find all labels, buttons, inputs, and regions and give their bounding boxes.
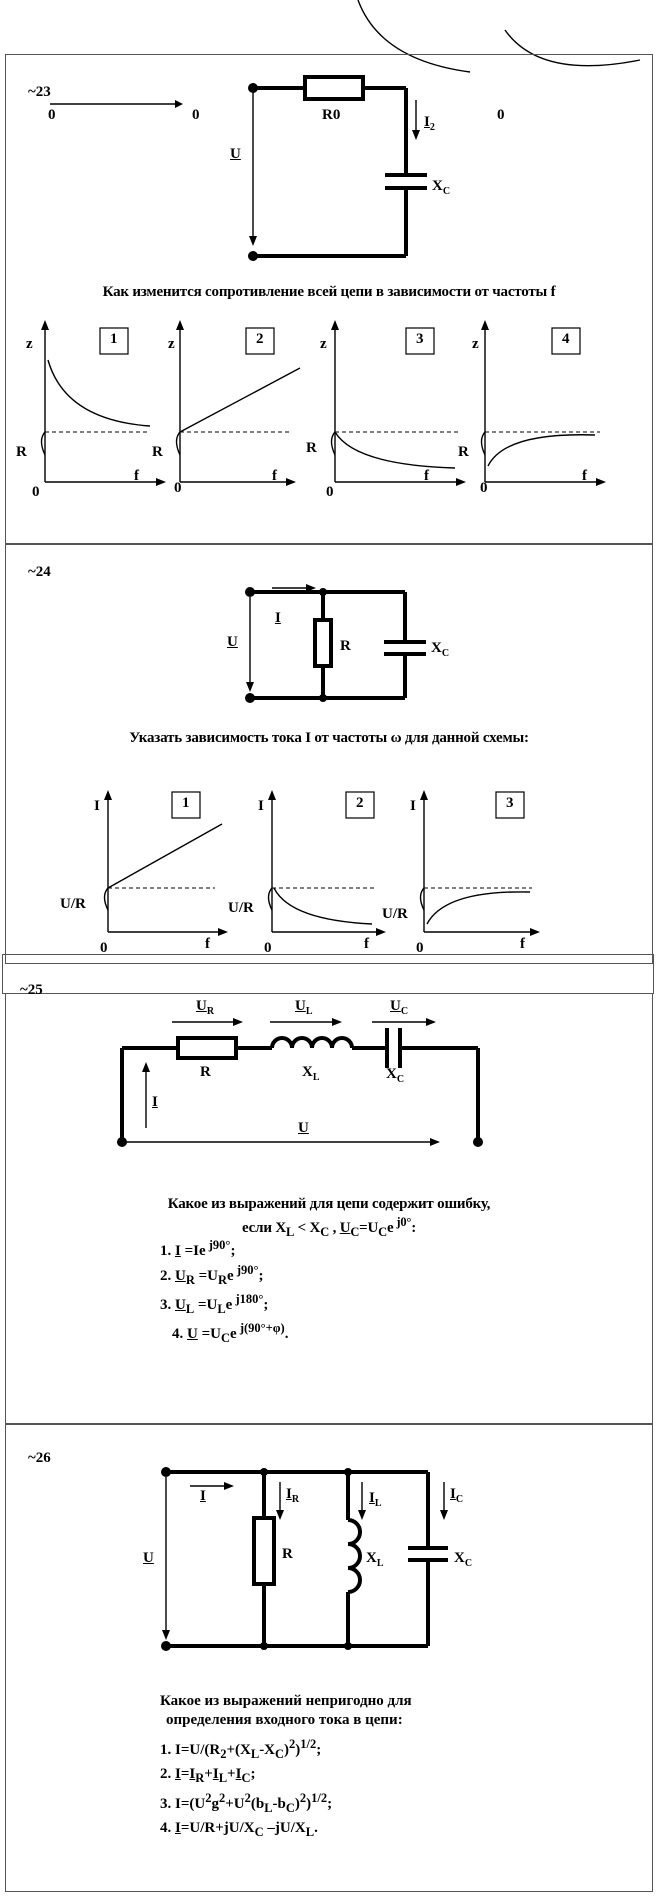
axis-x-label: f <box>205 936 210 952</box>
answer-1[interactable]: 1. I =Ie $^{j90^\circ}$; <box>160 1238 236 1259</box>
origin-label: 0 <box>174 480 182 496</box>
origin-label: 0 <box>100 940 108 956</box>
option-4[interactable]: 4 <box>562 331 570 347</box>
label-xc: $X_C$ <box>454 1550 473 1569</box>
label-i: I <box>275 610 281 626</box>
circuit-q24 <box>0 580 658 710</box>
answer-3[interactable]: 3. $U_L =U_Le$ $^{j180^\circ}$; <box>160 1292 269 1316</box>
question-line-2: определения входного тока в цепи: <box>166 1712 403 1728</box>
question-text: Указать зависимость тока I от частоты ω для данной схемы: <box>129 730 529 746</box>
axis-r-label: R <box>306 440 317 456</box>
question-text <box>160 1692 412 1730</box>
answer-2[interactable]: 2. $I=I_R+I_L+I_C$; <box>160 1766 256 1785</box>
label-u: U <box>143 1550 154 1566</box>
label-xl: $X_L$ <box>302 1064 320 1083</box>
axis-y-label: z <box>168 336 175 352</box>
axis-y-label: I <box>410 798 416 814</box>
stray-zero: 0 <box>497 107 505 123</box>
origin-label: 0 <box>32 484 40 500</box>
origin-label: 0 <box>480 480 488 496</box>
label-i: I <box>152 1094 158 1110</box>
option-2[interactable]: 2 <box>356 795 364 811</box>
label-ur: $U_R$ <box>196 998 215 1017</box>
axis-x-label: f <box>582 468 587 484</box>
axis-x-label: f <box>364 936 369 952</box>
answer-list <box>160 1734 332 1842</box>
circuit-q26 <box>0 1460 658 1660</box>
axis-y-label: z <box>320 336 327 352</box>
axis-y-label: z <box>472 336 479 352</box>
axis-ur-label: U/R <box>382 906 408 922</box>
circuit-q23 <box>0 60 658 270</box>
answer-1[interactable]: 1. $I=U/(R_2+(X_L-X_C)^2)^{1/2}$; <box>160 1737 322 1761</box>
label-uc: $U_C$ <box>390 998 409 1017</box>
answer-4[interactable]: 4. $I=U/R+jU/X_C$ $-jU/X_L$. <box>160 1820 318 1839</box>
axis-x-label: f <box>134 468 139 484</box>
axis-ur-label: U/R <box>60 896 86 912</box>
label-r: R0 <box>322 107 341 123</box>
option-1[interactable]: 1 <box>182 795 190 811</box>
label-ic: $I_C$ <box>450 1486 464 1505</box>
stray-zero: 0 <box>48 107 56 123</box>
axis-r-label: R <box>152 444 163 460</box>
axis-ur-label: U/R <box>228 900 254 916</box>
question-text: Как изменится сопротивление всей цепи в зависимости от частоты f <box>102 284 556 300</box>
axis-y-label: z <box>26 336 33 352</box>
label-xc: $X_C$ <box>431 640 450 659</box>
label-i: I <box>200 1488 206 1504</box>
label-u: U <box>227 634 238 650</box>
origin-label: 0 <box>416 940 424 956</box>
label-i2: $I_2$ <box>424 114 435 133</box>
circuit-q25 <box>0 1000 658 1160</box>
label-r: R <box>340 638 351 654</box>
label-r: R <box>282 1546 293 1562</box>
answer-2[interactable]: 2. $U_R =U_Re$ $^{j90^\circ}$; <box>160 1263 264 1287</box>
label-u: U <box>298 1120 309 1136</box>
question-line-2: если $X_L < X_C$ , $U_C=U_Ce$ $^{j0^\circ}$: <box>242 1215 416 1239</box>
axis-r-label: R <box>458 444 469 460</box>
graphs-q23 <box>0 320 658 510</box>
axis-r-label: R <box>16 444 27 460</box>
origin-label: 0 <box>264 940 272 956</box>
origin-label: 0 <box>326 484 334 500</box>
option-3[interactable]: 3 <box>416 331 424 347</box>
label-ir: $I_R$ <box>286 1486 300 1505</box>
answer-list <box>160 1236 288 1348</box>
label-r: R <box>200 1064 211 1080</box>
option-2[interactable]: 2 <box>256 331 264 347</box>
answer-4[interactable]: 4. $U =U_Ce$ $^{j(90^\circ+\varphi)}$. <box>172 1321 289 1345</box>
axis-y-label: I <box>258 798 264 814</box>
label-xl: $X_L$ <box>366 1550 384 1569</box>
question-line-1: Какое из выражений для цепи содержит ошибку, <box>167 1196 491 1212</box>
question-number: ~24 <box>28 564 51 580</box>
axis-x-label: f <box>272 468 277 484</box>
label-ul: $U_L$ <box>295 998 313 1017</box>
stray-zero: 0 <box>192 107 200 123</box>
question-line-1: Какое из выражений непригодно для <box>160 1693 412 1709</box>
option-3[interactable]: 3 <box>506 795 514 811</box>
label-il: $I_L$ <box>369 1490 382 1509</box>
label-xc: $X_C$ <box>432 178 451 197</box>
question-number: ~25 <box>20 982 43 998</box>
label-u: U <box>230 146 241 162</box>
answer-3[interactable]: 3. $I=(U^2g^2+U^2(b_L-b_C)^2)^{1/2}$; <box>160 1791 333 1815</box>
axis-x-label: f <box>424 468 429 484</box>
axis-y-label: I <box>94 798 100 814</box>
frame-q25-header <box>2 954 654 994</box>
question-number: ~23 <box>28 84 51 100</box>
label-xc: $X_C$ <box>386 1066 405 1085</box>
question-number: ~26 <box>28 1450 51 1466</box>
axis-x-label: f <box>520 936 525 952</box>
option-1[interactable]: 1 <box>110 331 118 347</box>
